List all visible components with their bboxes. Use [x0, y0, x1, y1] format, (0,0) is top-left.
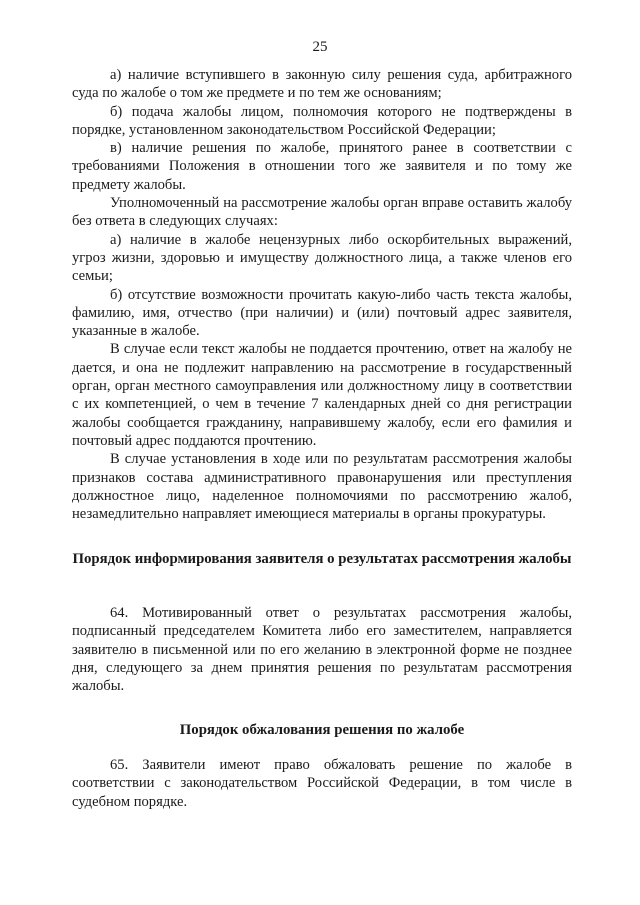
grounds-section — [72, 66, 572, 523]
section-heading-informing: Порядок информирования заявителя о результатах рассмотрения жалобы — [72, 551, 572, 567]
appeal-section — [72, 756, 572, 811]
page-number: 25 — [312, 39, 328, 55]
paragraph-no-response-intro: Уполномоченный на рассмотрение жалобы орган вправе оставить жалобу без ответа в следующих случаях: — [72, 195, 572, 230]
paragraph-prior-decision: в) наличие решения по жалобе, принятого ранее в соответствии с требованиями Положения в отношении того же заявителя и по тому же предмету жалобы. — [72, 140, 572, 193]
paragraph-prosecution-referral: В случае установления в ходе или по результатам рассмотрения жалобы признаков состава административного правонарушения или преступления должностное лицо, наделенное полномочиями по рассмотрению жалоб, незамедлительно направляет имеющиеся материалы в органы прокуратуры. — [72, 451, 572, 523]
paragraph-64: 64. Мотивированный ответ о результатах рассмотрения жалобы, подписанный председателем Комитета либо его заместителем, направляется заявителю в письменной или по его желанию в электронной форме не позднее дня, следующего за днем принятия решения по результатам рассмотрения жалобы. — [72, 605, 572, 695]
section-heading-appeal: Порядок обжалования решения по жалобе — [179, 722, 465, 738]
paragraph-65: 65. Заявители имеют право обжаловать решение по жалобе в соответствии с законодательством Российской Федерации, в том числе в судебном порядке. — [72, 757, 572, 810]
paragraph-unreadable-response: В случае если текст жалобы не поддается прочтению, ответ на жалобу не дается, и она не подлежит направлению на рассмотрение в государственный орган, орган местного самоуправления или должностному лицу в соответствии с их компетенцией, о чем в течение 7 календарных дней со дня регистрации жалобы сообщается гражданину, направившему жалобу, если его фамилия и почтовый адрес поддаются прочтению. — [72, 341, 572, 449]
paragraph-unconfirmed-authority: б) подача жалобы лицом, полномочия которого не подтверждены в порядке, установленном законодательством Российской Федерации; — [72, 103, 572, 138]
informing-section — [72, 604, 572, 695]
paragraph-unreadable-text: б) отсутствие возможности прочитать какую-либо часть текста жалобы, фамилию, имя, отчество (при наличии) и (или) почтовый адрес заявителя, указанные в жалобе. — [72, 286, 572, 340]
paragraph-offensive-language: а) наличие в жалобе нецензурных либо оскорбительных выражений, угроз жизни, здоровью и имуществу должностного лица, а также членов его семьи; — [72, 231, 572, 285]
paragraph-court-decision: а) наличие вступившего в законную силу решения суда, арбитражного суда по жалобе о том же предмете и по тем же основаниям; — [72, 67, 572, 102]
